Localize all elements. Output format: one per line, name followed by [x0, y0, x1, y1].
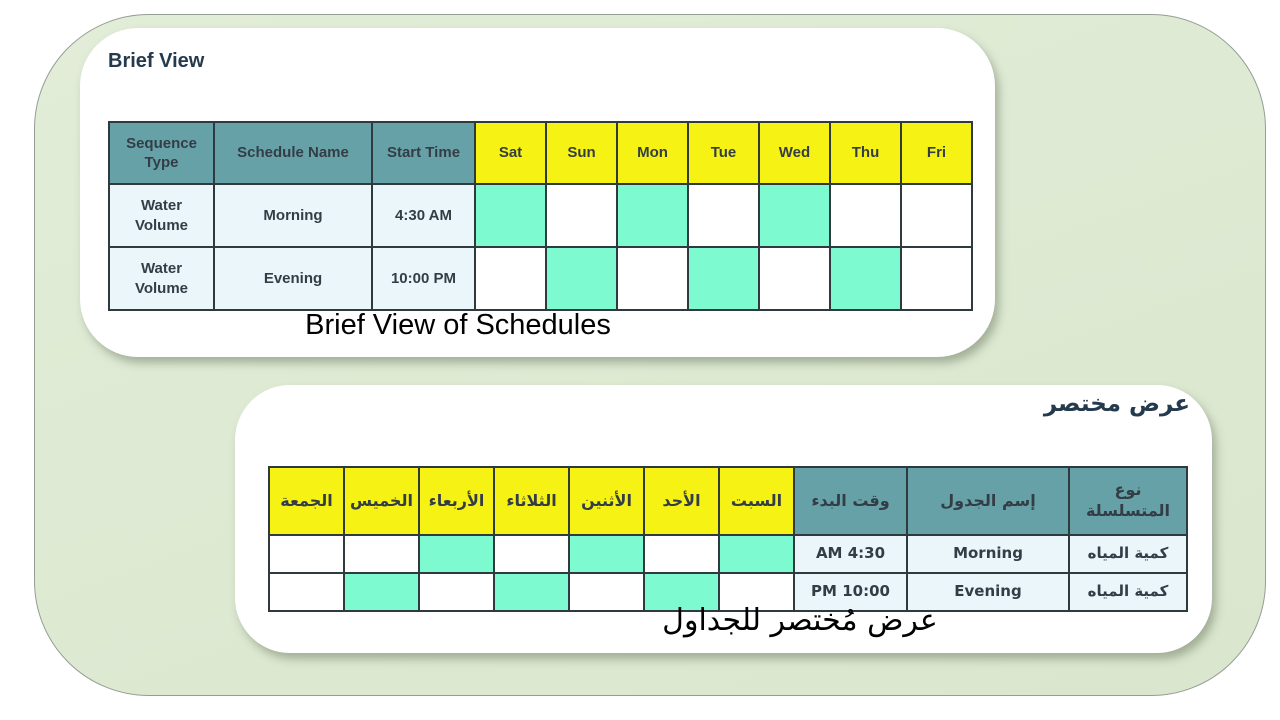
day-cell-mon-ar [569, 535, 644, 573]
brief-view-table [108, 121, 973, 311]
day-cell-sat-ar [719, 535, 794, 573]
day-cell-mon [617, 184, 688, 247]
header-sequence-type-ar: نوع المتسلسلة [1069, 467, 1187, 535]
header-row [109, 122, 972, 184]
header-day-wed-ar: الأربعاء [419, 467, 494, 535]
header-day-sun: Sun [546, 122, 617, 184]
brief-view-caption: Brief View of Schedules [305, 309, 611, 341]
header-day-thu: Thu [830, 122, 901, 184]
header-day-mon: Mon [617, 122, 688, 184]
day-cell-thu [830, 247, 901, 310]
day-cell-fri [901, 247, 972, 310]
header-day-wed: Wed [759, 122, 830, 184]
day-cell-thu-ar [344, 535, 419, 573]
cell-sequence-type: Water Volume [109, 184, 214, 247]
header-day-mon-ar: الأثنين [569, 467, 644, 535]
cell-start-time-ar: 10:00 PM [794, 573, 907, 611]
header-start-time-ar: وقت البدء [794, 467, 907, 535]
header-start-time: Start Time [372, 122, 475, 184]
cell-sequence-type: Water Volume [109, 247, 214, 310]
header-day-tue: Tue [688, 122, 759, 184]
day-cell-sat [475, 184, 546, 247]
header-day-tue-ar: الثلاثاء [494, 467, 569, 535]
day-cell-wed [759, 184, 830, 247]
cell-sequence-type-ar: كمية المياه [1069, 573, 1187, 611]
arabic-brief-view-panel [235, 385, 1212, 653]
day-cell-tue [688, 247, 759, 310]
cell-schedule-name-ar: Morning [907, 535, 1069, 573]
cell-start-time-ar: 4:30 AM [794, 535, 907, 573]
day-cell-thu-ar [344, 573, 419, 611]
day-cell-sat [475, 247, 546, 310]
header-schedule-name: Schedule Name [214, 122, 372, 184]
cell-schedule-name: Evening [214, 247, 372, 310]
day-cell-fri [901, 184, 972, 247]
header-day-thu-ar: الخميس [344, 467, 419, 535]
arabic-caption: عرض مُختصر للجداول [662, 603, 938, 638]
table-row-morning [109, 184, 972, 247]
cell-sequence-type-ar: كمية المياه [1069, 535, 1187, 573]
header-day-fri-ar: الجمعة [269, 467, 344, 535]
header-day-fri: Fri [901, 122, 972, 184]
day-cell-tue-ar [494, 535, 569, 573]
header-row [269, 467, 1187, 535]
cell-start-time: 10:00 PM [372, 247, 475, 310]
day-cell-sun-ar [644, 535, 719, 573]
cell-start-time: 4:30 AM [372, 184, 475, 247]
arabic-panel-title: عرض مختصر [1043, 391, 1190, 417]
day-cell-thu [830, 184, 901, 247]
day-cell-mon [617, 247, 688, 310]
header-day-sun-ar: الأحد [644, 467, 719, 535]
day-cell-tue [688, 184, 759, 247]
arabic-brief-view-table [268, 466, 1188, 612]
day-cell-fri-ar [269, 535, 344, 573]
header-day-sat: Sat [475, 122, 546, 184]
day-cell-sun [546, 247, 617, 310]
day-cell-wed-ar [419, 535, 494, 573]
day-cell-fri-ar [269, 573, 344, 611]
table-row-morning [269, 535, 1187, 573]
day-cell-sun [546, 184, 617, 247]
brief-view-title: Brief View [108, 50, 205, 72]
cell-schedule-name: Morning [214, 184, 372, 247]
header-sequence-type: Sequence Type [109, 122, 214, 184]
brief-view-panel [80, 28, 995, 357]
day-cell-wed [759, 247, 830, 310]
header-day-sat-ar: السبت [719, 467, 794, 535]
cell-schedule-name-ar: Evening [907, 573, 1069, 611]
header-schedule-name-ar: إسم الجدول [907, 467, 1069, 535]
table-row-evening [109, 247, 972, 310]
